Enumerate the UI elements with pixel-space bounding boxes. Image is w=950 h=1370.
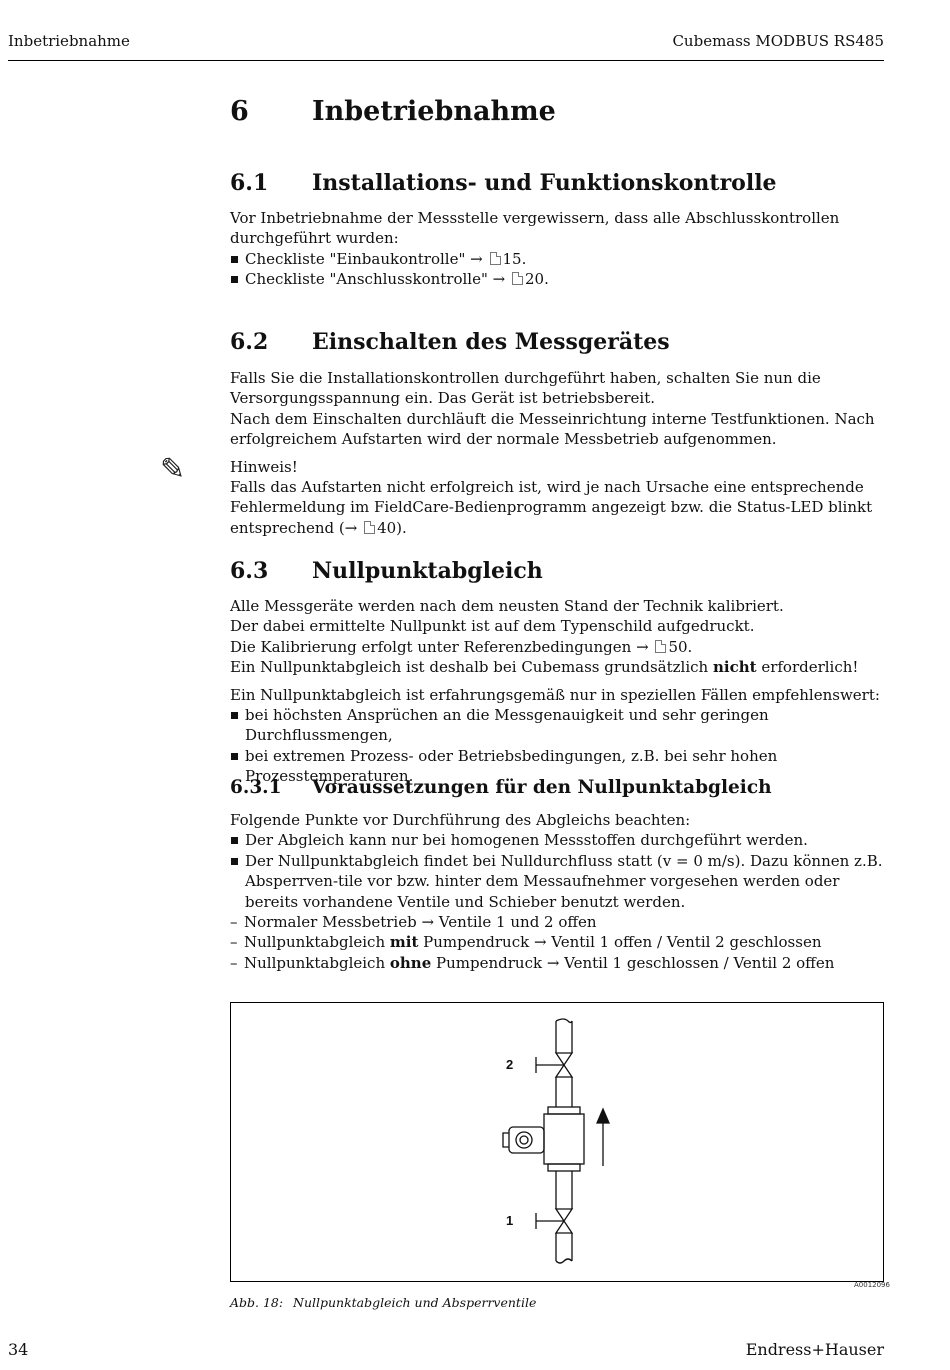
- section-number: 6.3: [230, 558, 269, 584]
- chapter-title: Inbetriebnahme: [312, 96, 556, 127]
- section-title: Voraussetzungen für den Nullpunktabgleich: [312, 777, 772, 798]
- footer-brand: Endress+Hauser: [745, 1340, 884, 1359]
- figure-frame: [230, 1002, 884, 1282]
- pipe-upper: [556, 1077, 572, 1107]
- paragraph: Folgende Punkte vor Durchführung des Abgleichs beachten:: [230, 811, 691, 829]
- figure-code: A0012096: [854, 1281, 890, 1289]
- paragraph: Nach dem Einschalten durchläuft die Messeinrichtung interne Testfunktionen. Nach erfolgreichem Aufstarten wird der normale Messbetrieb aufgenommen.: [230, 409, 875, 449]
- chapter-heading: [230, 96, 556, 127]
- page-reference-icon: [364, 521, 375, 534]
- header-rule: [8, 60, 884, 61]
- running-header-right: Cubemass MODBUS RS485: [672, 32, 884, 50]
- transmitter-head: [509, 1127, 544, 1153]
- flowmeter-body: [544, 1114, 584, 1164]
- note-text: Falls das Aufstarten nicht erfolgreich ist, wird je nach Ursache eine entsprechende Fehlermeldung im FieldCare-Bedienprogramm angezeigt bzw. die Status-LED blinkt entsprechend (→ 40).: [230, 478, 873, 537]
- section-number: 6.1: [230, 170, 269, 196]
- section-heading-6-3: [230, 558, 543, 584]
- section-number: 6.2: [230, 329, 269, 355]
- chapter-number: 6: [230, 96, 249, 127]
- section-6-2-body: [230, 368, 890, 538]
- sub-list-item: – Normaler Messbetrieb → Ventile 1 und 2 offen: [230, 913, 597, 932]
- caption-text: Nullpunktabgleich und Absperrventile: [293, 1295, 537, 1310]
- list-item: bei extremen Prozess- oder Betriebsbedingungen, z.B. bei sehr hohen Prozesstemperaturen.: [230, 746, 890, 787]
- list-item: Der Abgleich kann nur bei homogenen Messstoffen durchgeführt werden.: [230, 830, 890, 850]
- subsection-heading-6-3-1: [230, 777, 772, 798]
- section-title: Einschalten des Messgerätes: [312, 329, 670, 355]
- paragraph: Vor Inbetriebnahme der Messstelle vergewissern, dass alle Abschlusskontrollen durchgeführt wurden:: [230, 209, 840, 248]
- paragraph: Falls Sie die Installationskontrollen durchgeführt haben, schalten Sie nun die Versorgungsspannung ein. Das Gerät ist betriebsbereit.: [230, 369, 821, 408]
- running-header-left: Inbetriebnahme: [8, 32, 130, 50]
- section-6-3-1-body: [230, 810, 890, 973]
- pencil-note-icon: ✎: [160, 452, 186, 487]
- valve-1-label: 1: [506, 1213, 514, 1228]
- page-reference-icon: [655, 640, 666, 653]
- list-item: Checkliste "Einbaukontrolle" → 15.: [230, 249, 890, 269]
- page-reference-icon: [512, 272, 523, 285]
- valve-diagram: [231, 1003, 883, 1281]
- pipe-top: [556, 1021, 572, 1053]
- pipe-break-top: [556, 1019, 572, 1023]
- caption-label: Abb. 18:: [230, 1295, 284, 1310]
- section-heading-6-2: [230, 329, 670, 355]
- paragraph-line: Alle Messgeräte werden nach dem neusten Stand der Technik kalibriert.: [230, 597, 784, 615]
- section-title: Installations- und Funktionskontrolle: [312, 170, 777, 196]
- list-item: Checkliste "Anschlusskontrolle" → 20.: [230, 269, 890, 289]
- list-item: bei höchsten Ansprüchen an die Messgenauigkeit und sehr geringen Durchflussmengen,: [230, 705, 890, 746]
- pipe-lower: [556, 1171, 572, 1209]
- sub-list-item: – Nullpunktabgleich ohne Pumpendruck → Ventil 1 geschlossen / Ventil 2 offen: [230, 953, 835, 972]
- section-heading-6-1: [230, 170, 777, 196]
- sub-list-item: – Nullpunktabgleich mit Pumpendruck → Ventil 1 offen / Ventil 2 geschlossen: [230, 933, 822, 952]
- section-6-1-body: [230, 208, 890, 290]
- pipe-break-bottom: [556, 1259, 572, 1263]
- section-number: 6.3.1: [230, 777, 282, 798]
- note-title: Hinweis!: [230, 457, 298, 476]
- paragraph-line: Die Kalibrierung erfolgt unter Referenzbedingungen → 50.: [230, 637, 693, 656]
- paragraph-line: Der dabei ermittelte Nullpunkt ist auf dem Typenschild aufgedruckt.: [230, 617, 755, 636]
- page-number: 34: [8, 1340, 29, 1359]
- list-item: Der Nullpunktabgleich findet bei Nulldurchfluss statt (v = 0 m/s). Dazu können z.B. Absperrven-tile vor bzw. hinter dem Messaufnehmer vorgesehen werden oder bereits vorhandene Ventile und Schieber benutzt werden.: [230, 851, 890, 912]
- page-reference-icon: [490, 252, 501, 265]
- section-title: Nullpunktabgleich: [312, 558, 543, 584]
- flange-top: [548, 1107, 580, 1114]
- paragraph-line: Ein Nullpunktabgleich ist deshalb bei Cubemass grundsätzlich nicht erforderlich!: [230, 658, 859, 677]
- flange-bottom: [548, 1164, 580, 1171]
- valve-2-label: 2: [506, 1057, 514, 1072]
- pipe-bottom: [556, 1233, 572, 1261]
- figure-caption: [230, 1295, 536, 1310]
- transmitter-display: [516, 1132, 532, 1148]
- paragraph: Ein Nullpunktabgleich ist erfahrungsgemäß nur in speziellen Fällen empfehlenswert:: [230, 685, 880, 704]
- section-6-3-body: [230, 596, 890, 787]
